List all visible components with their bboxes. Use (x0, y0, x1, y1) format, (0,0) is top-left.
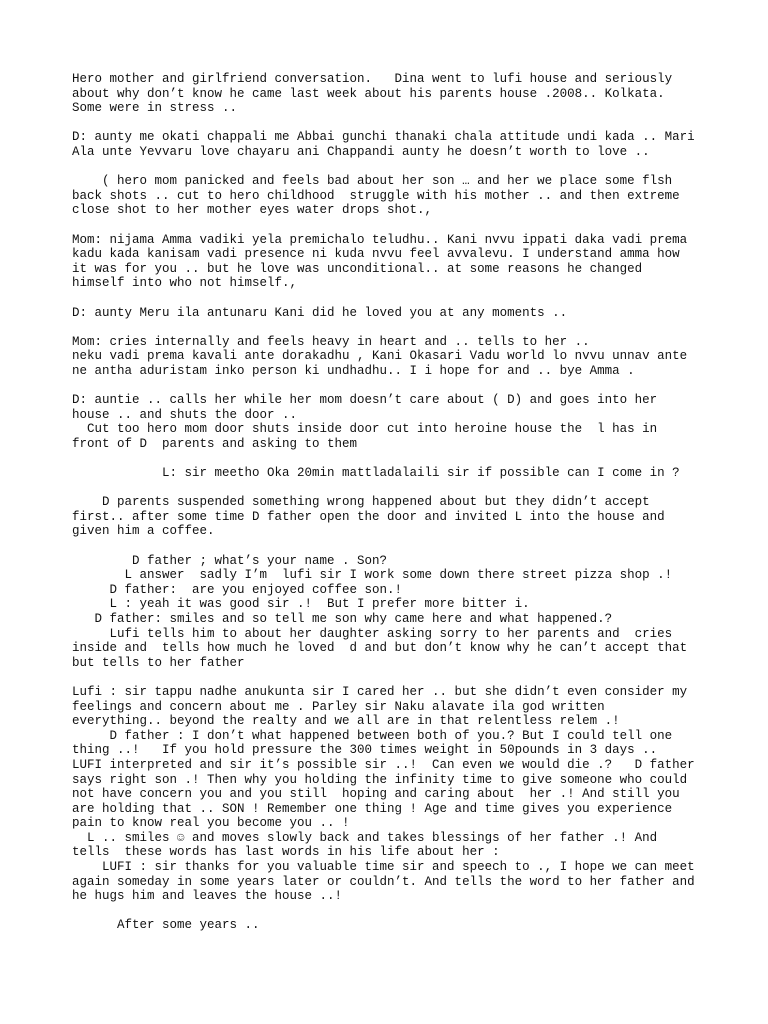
text-line: Some were in stress .. (72, 101, 238, 116)
text-line: neku vadi prema kavali ante dorakadhu , Kani Okasari Vadu world lo nvvu unnav ante (72, 349, 688, 364)
text-line: are holding that .. SON ! Remember one thing ! Age and time gives you experience (72, 801, 673, 816)
text-line: he hugs him and leaves the house ..! (72, 889, 343, 904)
text-line: first.. after some time D father open the door and invited L into the house and (72, 509, 665, 524)
text-line: it was for you .. but he love was unconditional.. at some reasons he changed (72, 261, 643, 276)
text-line: himself into who not himself., (72, 276, 298, 291)
text-line (72, 451, 712, 466)
text-line: Ala unte Yevvaru love chayaru ani Chappandi aunty he doesn’t worth to love .. (72, 144, 650, 159)
text-line: Hero mother and girlfriend conversation. Dina went to lufi house and seriously (72, 72, 673, 86)
text-line (72, 291, 712, 306)
text-line: L answer sadly I’m lufi sir I work some down there street pizza shop .! (72, 568, 673, 583)
text-line: given him a coffee. (72, 524, 215, 539)
text-line: Cut too hero mom door shuts inside door cut into heroine house the l has in (72, 422, 658, 437)
text-line: D father: smiles and so tell me son why came here and what happened.? (72, 611, 613, 626)
text-line: Lufi tells him to about her daughter asking sorry to her parents and cries (72, 626, 673, 641)
text-line: LUFI interpreted and sir it’s possible sir ..! Can even we would die .? D father (72, 757, 695, 772)
text-line: about why don’t know he came last week about his parents house .2008.. Kolkata. (72, 86, 665, 101)
text-line: D: aunty me okati chappali me Abbai gunchi thanaki chala attitude undi kada .. Mari (72, 130, 695, 145)
text-line (72, 481, 712, 496)
text-line: everything.. beyond the realty and we all are in that relentless relem .! (72, 714, 620, 729)
text-line: Mom: cries internally and feels heavy in heart and .. tells to her .. (72, 334, 590, 349)
text-line: but tells to her father (72, 655, 245, 670)
text-line (72, 116, 712, 131)
text-line: Lufi : sir tappu nadhe anukunta sir I cared her .. but she didn’t even consider my (72, 684, 688, 699)
text-line: ne antha aduristam inko person ki undhadhu.. I i hope for and .. bye Amma . (72, 363, 635, 378)
text-line (72, 670, 712, 685)
text-line (72, 378, 712, 393)
text-line: back shots .. cut to hero childhood struggle with his mother .. and then extreme (72, 188, 680, 203)
text-line: D: aunty Meru ila antunaru Kani did he loved you at any moments .. (72, 305, 568, 320)
text-line: tells these words has last words in his life about her : (72, 845, 500, 860)
text-line: L : yeah it was good sir .! But I prefer more bitter i. (72, 597, 530, 612)
text-line: ( hero mom panicked and feels bad about her son … and her we place some flsh (72, 174, 673, 189)
text-line: close shot to her mother eyes water drops shot., (72, 203, 433, 218)
document-page (72, 72, 712, 933)
text-line: LUFI : sir thanks for you valuable time sir and speech to ., I hope we can meet (72, 860, 695, 875)
text-line (72, 160, 712, 175)
text-line: house .. and shuts the door .. (72, 407, 298, 422)
text-line (72, 218, 712, 233)
text-line: says right son .! Then why you holding the infinity time to give someone who could (72, 772, 688, 787)
text-line: L: sir meetho Oka 20min mattladalaili sir if possible can I come in ? (72, 466, 680, 481)
text-line: D father ; what’s your name . Son? (72, 553, 388, 568)
text-line: kadu kada kanisam vadi presence ni kuda nvvu feel avvalevu. I understand amma how (72, 247, 680, 262)
text-line: L .. smiles ☺ and moves slowly back and takes blessings of her father .! And (72, 830, 658, 845)
text-line: not have concern you and you still hoping and caring about her .! And still you (72, 787, 680, 802)
text-line (72, 904, 712, 919)
text-line: Mom: nijama Amma vadiki yela premichalo teludhu.. Kani nvvu ippati daka vadi prema (72, 232, 688, 247)
text-line: front of D parents and asking to them (72, 436, 358, 451)
text-line: After some years .. (72, 918, 260, 933)
text-line: D: auntie .. calls her while her mom doesn’t care about ( D) and goes into her (72, 393, 658, 408)
text-line: D father: are you enjoyed coffee son.! (72, 582, 403, 597)
text-line: thing ..! If you hold pressure the 300 times weight in 50pounds in 3 days .. (72, 743, 658, 758)
text-line (72, 320, 712, 335)
text-line (72, 539, 712, 554)
text-line: again someday in some years later or couldn’t. And tells the word to her father and (72, 874, 695, 889)
text-line: feelings and concern about me . Parley sir Naku alavate ila god written (72, 699, 605, 714)
text-line: pain to know real you become you .. ! (72, 816, 350, 831)
text-line: D father : I don’t what happened between both of you.? But I could tell one (72, 728, 673, 743)
text-line: inside and tells how much he loved d and but don’t know why he can’t accept that (72, 641, 688, 656)
text-line: D parents suspended something wrong happened about but they didn’t accept (72, 495, 650, 510)
